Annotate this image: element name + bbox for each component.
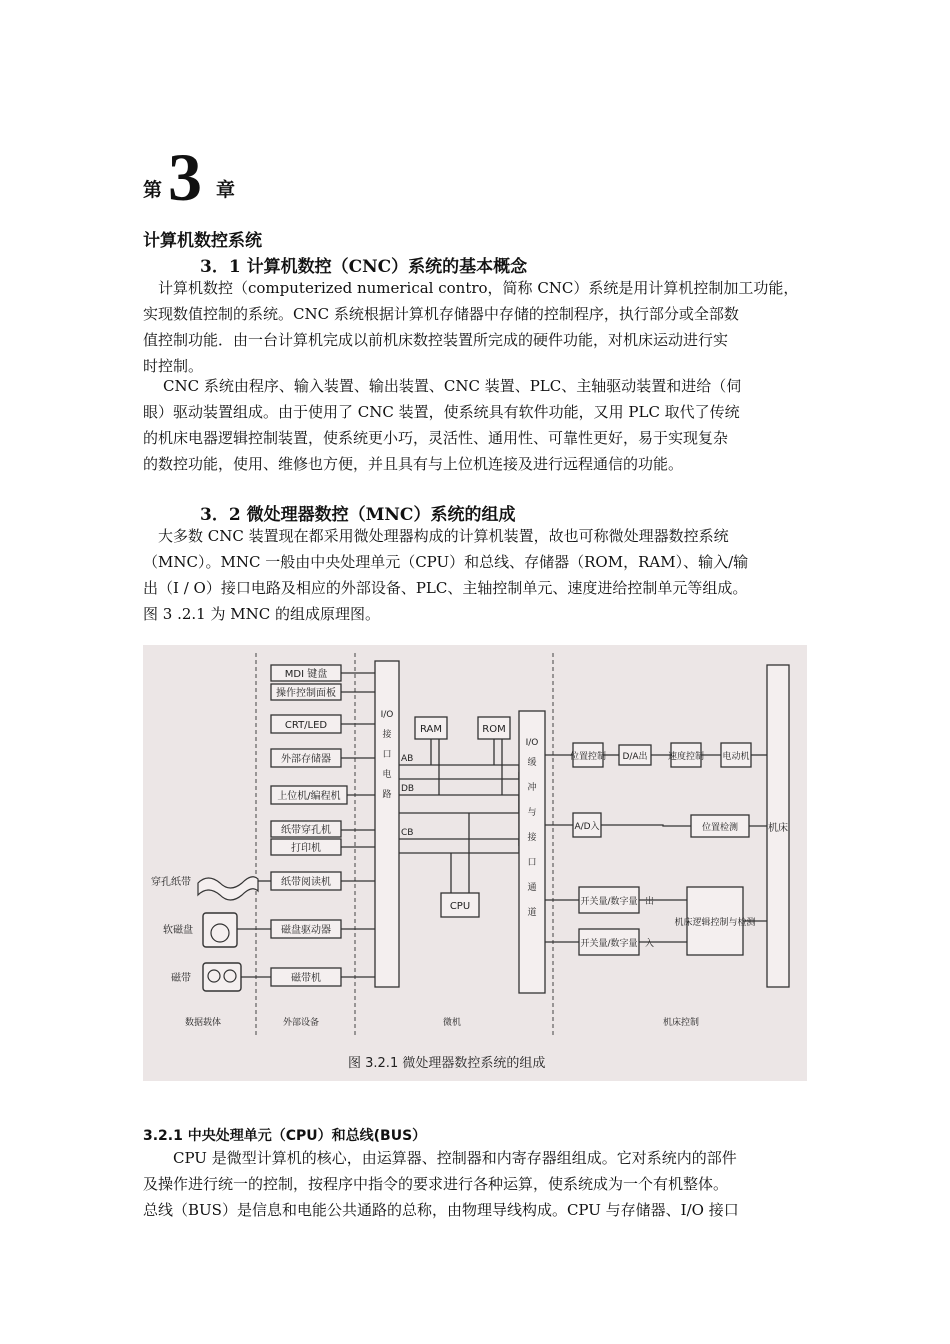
io-label: 口 [382,750,392,760]
da-label: D/A出 [622,752,648,762]
paragraph-mnc [143,523,815,627]
chapter-prefix: 第 [143,179,163,201]
section-heading-3-2: 3．2 微处理器数控（MNC）系统的组成 [200,505,516,525]
io-buffer-label: 缓 [527,758,537,768]
text-line: CPU 是微型计算机的核心，由运算器、控制器和内寄存器组组成。它对系统内的部件 [173,1149,737,1167]
ram-label: RAM [419,724,443,735]
text-line: 出（I / O）接口电路及相应的外部设备、PLC、主轴控制单元、速度进给控制单元等组成。 [143,579,748,597]
paragraph-cpu-bus [143,1145,815,1223]
text-line: 及操作进行统一的控制，按程序中指令的要求进行各种运算，使系统成为一个有机整体。 [143,1175,729,1193]
io-buffer-label: 道 [527,908,537,918]
chapter-heading [143,139,236,215]
logic-control-label: 机床逻辑控制与检测 [674,918,756,928]
printer-label: 打印机 [291,843,321,854]
control-bus [399,839,519,853]
group-label-data-carrier: 数据载体 [185,1018,222,1028]
chapter-title: 计算机数控系统 [143,231,262,251]
io-label: 路 [382,790,392,800]
io-buffer-channel [519,711,545,993]
io-label: 电 [382,770,392,780]
group-label-microcomputer: 微机 [443,1018,462,1028]
bus-label-cb: CB [401,828,414,838]
paragraph-cnc-definition [143,275,815,379]
magnetic-tape-label: 磁带 [171,973,191,984]
crt-led-label: CRT/LED [284,720,328,731]
section-heading-3-2-1: 3.2.1 中央处理单元（CPU）和总线(BUS） [143,1128,427,1144]
data-bus [399,795,519,813]
group-label-peripherals: 外部设备 [283,1018,320,1028]
machine-tool-label: 机床 [768,823,788,834]
switch-input-label: 开关量/数字量 [580,939,638,949]
io-label: 接 [382,730,392,740]
text-line: 计算机数控（computerized numerical contro，简称 CNC）系统是用计算机控制加工功能， [158,279,799,297]
position-detect-label: 位置检测 [701,823,739,833]
text-line: 图 3 .2.1 为 MNC 的组成原理图。 [143,605,380,623]
text-line: 的数控功能，使用、维修也方便，并且具有与上位机连接及进行远程通信的功能。 [143,455,684,473]
ad-label: A/D入 [574,822,600,832]
chapter-number: 3 [168,139,203,215]
text-line: 实现数值控制的系统。CNC 系统根据计算机存储器中存储的控制程序，执行部分或全部数 [143,305,739,323]
address-bus [399,765,519,779]
external-storage-label: 外部存储器 [281,754,331,765]
group-label-machine-control: 机床控制 [663,1018,700,1028]
text-line: （MNC）。MNC 一般由中央处理单元（CPU）和总线、存储器（ROM，RAM）、输入/输 [143,553,749,571]
rom-label: ROM [482,724,506,735]
io-label: I/O [380,710,394,720]
magnetic-tape-icon [203,963,241,991]
text-line: 总线（BUS）是信息和电能公共通路的总称，由物理导线构成。CPU 与存储器、I/O 接口 [143,1201,739,1219]
text-line: 大多数 CNC 装置现在都采用微处理器构成的计算机装置，故也可称微处理器数控系统 [158,527,729,545]
disk-drive-label: 磁盘驱动器 [281,925,331,936]
input-label: 入 [645,939,655,949]
text-line: 值控制功能．由一台计算机完成以前机床数控装置所完成的硬件功能，对机床运动进行实 [143,331,729,349]
io-buffer-label: 接 [527,833,537,843]
section-heading-3-1: 3．1 计算机数控（CNC）系统的基本概念 [200,257,528,277]
tape-punch-label: 纸带穿孔机 [281,825,331,836]
floppy-disk-label: 软磁盘 [163,925,193,936]
punched-tape-icon [198,877,258,900]
text-line: 眼）驱动装置组成。由于使用了 CNC 装置，使系统具有软件功能，又用 PLC 取代了传统 [143,403,740,421]
text-line: 时控制。 [143,357,204,375]
bus-label-db: DB [401,784,415,794]
text-line: CNC 系统由程序、输入装置、输出装置、CNC 装置、PLC、主轴驱动装置和进给（伺 [163,377,742,395]
mdi-keyboard-label: MDI 键盘 [284,669,328,680]
punched-tape-label: 穿孔纸带 [151,877,191,888]
text-line: 的机床电器逻辑控制装置，使系统更小巧，灵活性、通用性、可靠性更好，易于实现复杂 [143,429,729,447]
bus-label-ab: AB [401,754,414,764]
speed-control-label: 速度控制 [667,752,705,762]
control-panel-label: 操作控制面板 [276,688,336,699]
figure-caption: 图 3.2.1 微处理器数控系统的组成 [348,1056,546,1071]
io-buffer-label: 口 [527,858,537,868]
io-buffer-label: 与 [527,808,537,818]
host-computer-label: 上位机/编程机 [277,791,341,802]
paragraph-cnc-components [143,373,815,477]
cpu-label: CPU [449,901,471,912]
switch-output-label: 开关量/数字量 [580,897,638,907]
motor-label: 电动机 [722,752,750,762]
tape-reader-label: 纸带阅读机 [281,877,331,888]
io-buffer-label: I/O [525,738,539,748]
output-label: 出 [645,897,655,907]
io-buffer-label: 冲 [527,783,537,793]
chapter-suffix: 章 [216,179,236,201]
tape-drive-label: 磁带机 [291,973,321,984]
position-control-label: 位置控制 [569,752,607,762]
io-buffer-label: 通 [527,883,537,893]
mnc-block-diagram [143,645,807,1081]
